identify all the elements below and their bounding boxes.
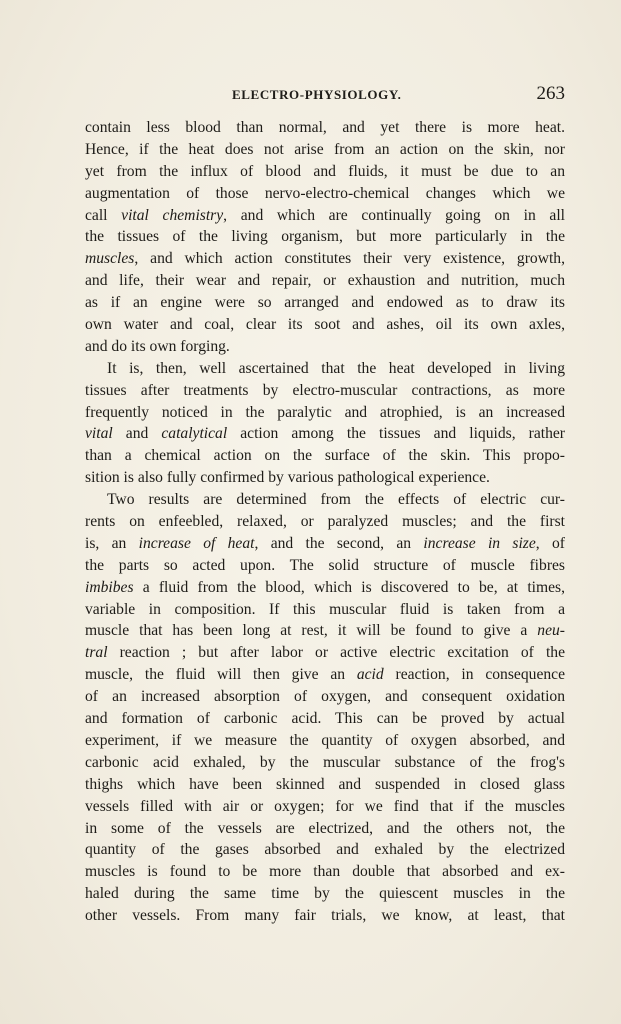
text-line: tral reaction ; but after labor or active electric excitation of the: [85, 644, 565, 662]
text-line: contain less blood than normal, and yet there is more heat.: [85, 119, 565, 136]
text-line: tissues after treatments by electro-muscular contractions, as more: [85, 381, 565, 399]
text-line: Hence, if the heat does not arise from an action on the skin, nor: [85, 140, 565, 158]
text-line: vessels filled with air or oxygen; for we find that if the muscles: [85, 797, 565, 815]
text-line: and formation of carbonic acid. This can be proved by actual: [85, 710, 565, 728]
text-line: muscle, the fluid will then give an acid reaction, in consequence: [85, 666, 565, 684]
text-line: experiment, if we measure the quantity of oxygen absorbed, and: [85, 731, 565, 749]
text-line: is, an increase of heat, and the second, an increase in size, of: [85, 534, 565, 552]
text-line: vital and catalytical action among the tissues and liquids, rather: [85, 425, 565, 443]
text-line: the tissues of the living organism, but more particularly in the: [85, 228, 565, 246]
text-line: muscles, and which action constitutes their very existence, growth,: [85, 250, 565, 268]
text-line: imbibes a fluid from the blood, which is discovered to be, at times,: [85, 578, 565, 596]
running-head: ELECTRO-PHYSIOLOGY.: [232, 87, 402, 102]
italic-term: neu-: [537, 622, 565, 640]
text-line: variable in composition. If this muscular fluid is taken from a: [85, 600, 565, 618]
paragraph-start-line: It is, then, well ascertained that the heat developed in living: [107, 359, 565, 377]
text-line: own water and coal, clear its soot and ashes, oil its own axles,: [85, 316, 565, 334]
italic-term: increase of heat: [138, 534, 255, 552]
text-line: other vessels. From many fair trials, we know, at least, that: [85, 907, 565, 925]
italic-term: catalytical: [161, 425, 228, 443]
text-line: yet from the influx of blood and fluids, it must be due to an: [85, 162, 565, 180]
italic-term: vital: [85, 425, 113, 443]
text-line: as if an engine were so arranged and endowed as to draw its: [85, 294, 565, 312]
text-line: augmentation of those nervo-electro-chemical changes which we: [85, 184, 565, 202]
italic-term: muscles: [85, 250, 135, 268]
text-line: than a chemical action on the surface of the skin. This propo-: [85, 447, 565, 465]
text-line: muscles is found to be more than double that absorbed and ex-: [85, 863, 565, 881]
text-line: of an increased absorption of oxygen, and consequent oxidation: [85, 688, 565, 706]
text-line: call vital chemistry, and which are continually going on in all: [85, 206, 565, 224]
text-line: sition is also fully confirmed by various pathological experience.: [85, 469, 490, 487]
text-line: thighs which have been skinned and suspended in closed glass: [85, 775, 565, 793]
page-header: [85, 83, 565, 105]
text-line: rents on enfeebled, relaxed, or paralyzed muscles; and the first: [85, 513, 565, 531]
italic-term: tral: [85, 644, 108, 662]
text-line: in some of the vessels are electrized, and the others not, the: [85, 819, 565, 837]
italic-term: vital chemistry: [121, 206, 224, 224]
text-line: carbonic acid exhaled, by the muscular substance of the frog's: [85, 753, 565, 771]
text-line: frequently noticed in the paralytic and atrophied, is an increased: [85, 403, 565, 421]
text-line: and life, their wear and repair, or exhaustion and nutrition, much: [85, 272, 565, 290]
italic-term: acid: [356, 666, 384, 684]
text-line: and do its own forging.: [85, 337, 230, 355]
text-line: quantity of the gases absorbed and exhaled by the electrized: [85, 841, 565, 859]
text-line: the parts so acted upon. The solid structure of muscle fibres: [85, 556, 565, 574]
paragraph-start-line: Two results are determined from the effects of electric cur-: [107, 491, 565, 509]
page-number: 263: [536, 83, 565, 104]
text-line: muscle that has been long at rest, it will be found to give a neu-: [85, 622, 565, 640]
body-text: [85, 117, 565, 927]
italic-term: increase in size: [423, 534, 536, 552]
italic-term: imbibes: [85, 578, 134, 596]
text-line: haled during the same time by the quiescent muscles in the: [85, 885, 565, 903]
